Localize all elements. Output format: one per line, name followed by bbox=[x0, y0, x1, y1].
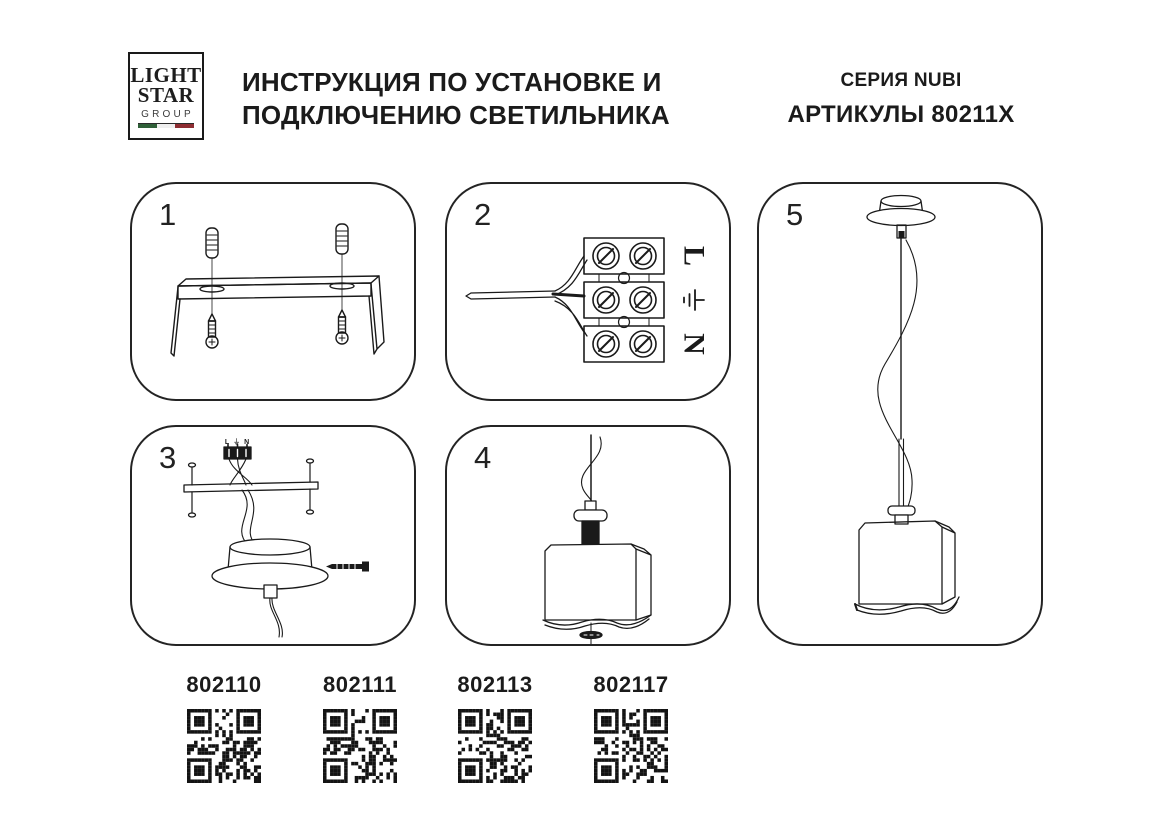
label-neutral: N bbox=[677, 333, 711, 355]
article-802111-group bbox=[292, 672, 428, 788]
supply-cable bbox=[466, 256, 587, 336]
screw-left bbox=[206, 314, 218, 348]
article-802117-group bbox=[563, 672, 699, 788]
glass-shade bbox=[543, 544, 651, 629]
article-code: 802113 bbox=[457, 672, 533, 697]
cord-grip bbox=[574, 501, 607, 544]
suspension-rod-and-wire bbox=[878, 238, 917, 515]
canopy-cup bbox=[212, 539, 328, 589]
step-panel-3 bbox=[130, 425, 416, 646]
mini-terminal-labels: L ⏚ N bbox=[224, 439, 250, 446]
panel-number-5: 5 bbox=[786, 197, 804, 232]
wall-plug-right bbox=[336, 224, 348, 254]
page-title-line1: ИНСТРУКЦИЯ ПО УСТАНОВКЕ И bbox=[242, 67, 662, 97]
panel-number-1: 1 bbox=[159, 197, 177, 232]
qr-code bbox=[458, 709, 532, 783]
series-block bbox=[770, 70, 1032, 129]
mounting-bracket bbox=[171, 276, 384, 356]
logo-flag-stripe bbox=[138, 123, 194, 128]
panel-number-4: 4 bbox=[474, 440, 492, 475]
logo-line-group: GROUP bbox=[141, 108, 194, 120]
panel-number-2: 2 bbox=[474, 197, 492, 232]
terminal-screws bbox=[593, 243, 656, 357]
terminal-block bbox=[584, 238, 664, 362]
articles-title: АРТИКУЛЫ 80211X bbox=[787, 101, 1015, 128]
side-screw bbox=[326, 562, 369, 572]
article-code: 802111 bbox=[323, 672, 397, 697]
wall-plug-left bbox=[206, 228, 218, 258]
flag-green bbox=[138, 124, 157, 128]
label-live: L bbox=[677, 245, 711, 267]
flag-red bbox=[175, 124, 194, 128]
qr-code bbox=[323, 709, 397, 783]
article-802113-group bbox=[427, 672, 563, 788]
step-panel-5 bbox=[757, 182, 1043, 646]
ceiling-bracket bbox=[184, 459, 318, 517]
qr-code bbox=[594, 709, 668, 783]
flag-white bbox=[157, 124, 176, 128]
cord-connector bbox=[264, 585, 282, 637]
step-panel-1 bbox=[130, 182, 416, 401]
page-title bbox=[242, 66, 670, 132]
mini-terminal-block bbox=[224, 438, 251, 459]
page-title-line2: ПОДКЛЮЧЕНИЮ СВЕТИЛЬНИКА bbox=[242, 100, 670, 130]
ceiling-canopy bbox=[867, 196, 935, 239]
earth-ground-icon bbox=[684, 290, 704, 310]
wires bbox=[229, 459, 256, 545]
logo-line-light: LIGHT bbox=[130, 62, 202, 87]
glass-shade-assembled bbox=[855, 521, 959, 614]
article-code: 802110 bbox=[186, 672, 262, 697]
assembled-lamp-diagram bbox=[759, 184, 1041, 644]
lightstar-logo bbox=[128, 52, 204, 140]
article-code: 802117 bbox=[593, 672, 669, 697]
qr-code bbox=[187, 709, 261, 783]
step-panel-4 bbox=[445, 425, 731, 646]
article-802110-group bbox=[156, 672, 292, 788]
suspension-cord bbox=[581, 435, 601, 509]
logo-line-star: STAR bbox=[137, 82, 195, 107]
screw-right bbox=[336, 310, 348, 344]
step-panel-2 bbox=[445, 182, 731, 401]
series-name: СЕРИЯ NUBI bbox=[840, 70, 962, 91]
panel-number-3: 3 bbox=[159, 440, 177, 475]
